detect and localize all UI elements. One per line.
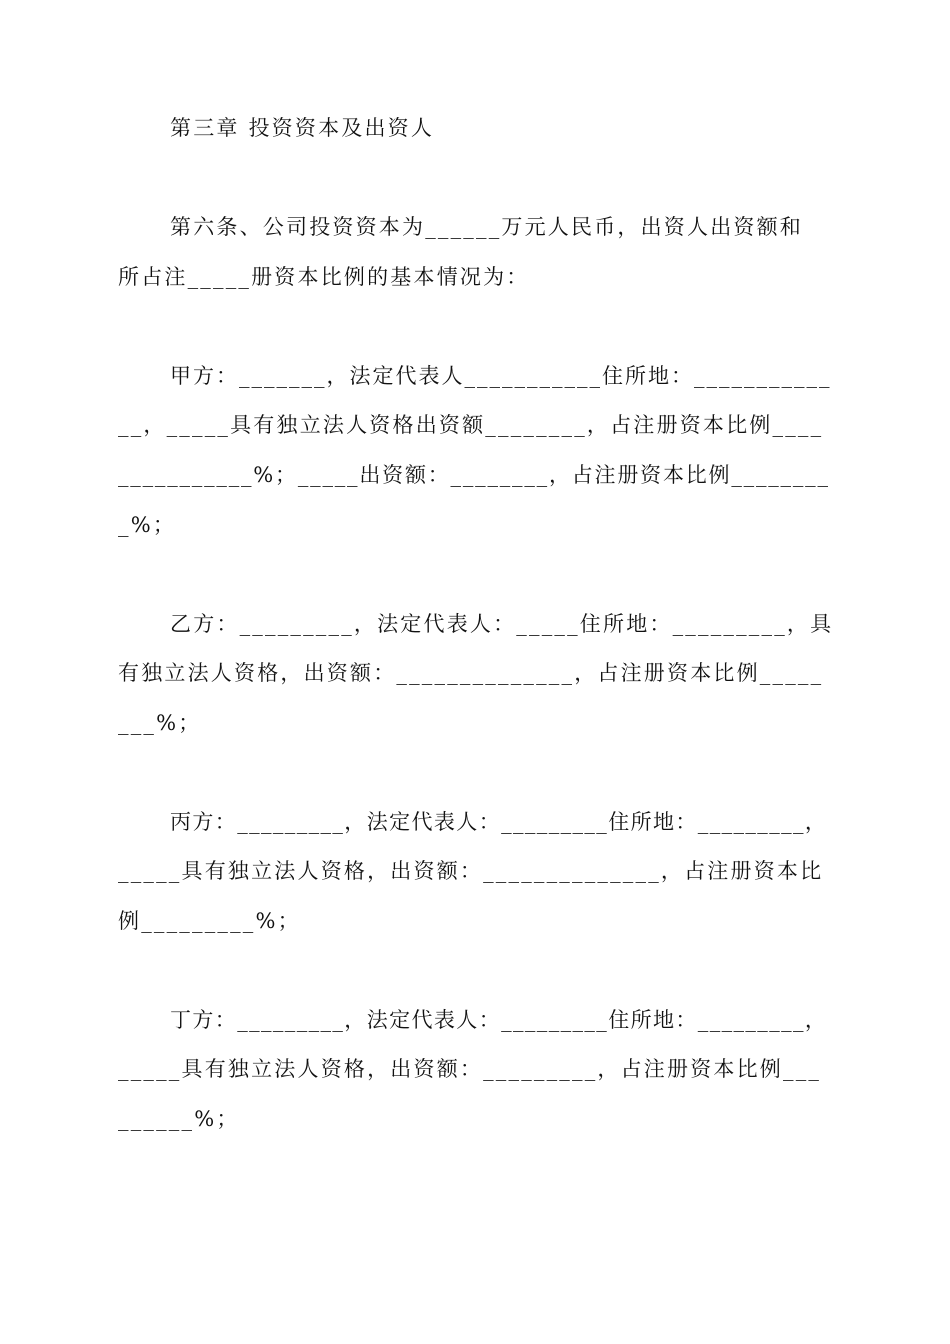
party-a-line3: ___________%；_____出资额：________，占注册资本比例________ bbox=[118, 463, 830, 487]
party-a-line1: 甲方：_______，法定代表人___________住所地：___________ bbox=[170, 364, 832, 388]
party-a-line4: _%； bbox=[118, 513, 177, 537]
party-a-line2: __，_____具有独立法人资格出资额________，占注册资本比例____ bbox=[118, 413, 824, 437]
party-c-line2: _____具有独立法人资格，出资额：______________，占注册资本比 bbox=[118, 859, 824, 883]
party-d-line3: ______%； bbox=[118, 1107, 240, 1131]
party-b-line2: 有独立法人资格，出资额：______________，占注册资本比例_____ bbox=[118, 661, 824, 685]
party-c-line1: 丙方：_________，法定代表人：_________住所地：_________， bbox=[170, 810, 828, 834]
party-d-line1: 丁方：_________，法定代表人：_________住所地：_________， bbox=[170, 1008, 828, 1032]
party-c-line3: 例_________%； bbox=[118, 909, 301, 933]
party-b-line1: 乙方：_________，法定代表人：_____住所地：_________，具 bbox=[170, 612, 834, 636]
party-b-line3: ___%； bbox=[118, 711, 202, 735]
party-d-line2: _____具有独立法人资格，出资额：_________，占注册资本比例___ bbox=[118, 1057, 822, 1081]
article6-line2: 所占注_____册资本比例的基本情况为： bbox=[118, 265, 530, 289]
article6-line1: 第六条、公司投资资本为______万元人民币，出资人出资额和 bbox=[170, 215, 803, 239]
chapter-title: 第三章 投资资本及出资人 bbox=[170, 116, 435, 140]
